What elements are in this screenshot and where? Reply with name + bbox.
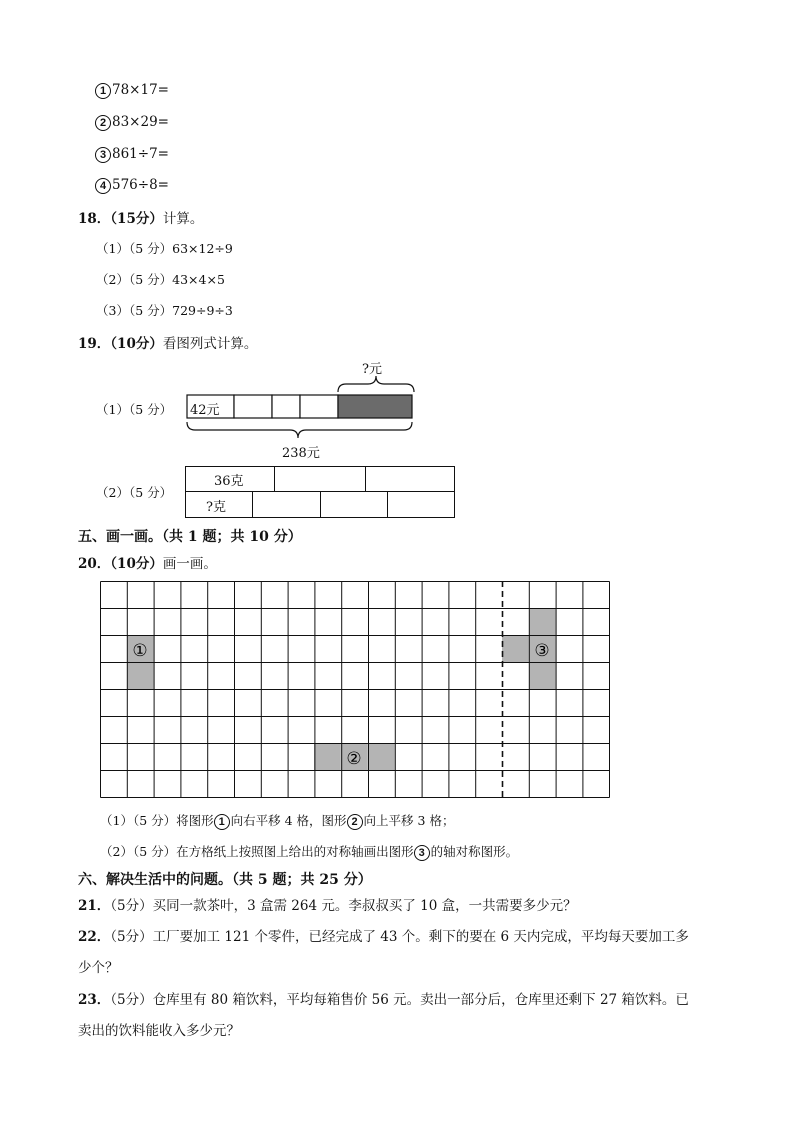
question-23 xyxy=(78,988,689,1008)
bottom-brace xyxy=(187,422,412,438)
question-21 xyxy=(78,894,577,914)
text: （1）（5 分）将图形 xyxy=(100,813,214,828)
top-brace xyxy=(338,376,414,392)
shape-1-cell xyxy=(127,663,154,690)
shape-3-cell xyxy=(529,663,556,690)
question-22-line2: 少个？ xyxy=(78,960,119,976)
q20-sub-2 xyxy=(100,842,518,861)
section-6-title: 六、解决生活中的问题。（共 5 题；共 25 分） xyxy=(78,872,372,888)
question-number: 22． xyxy=(78,929,111,945)
q19-part1-label: （1）（5 分） xyxy=(96,402,173,417)
question-number: 21． xyxy=(78,898,111,914)
item-1 xyxy=(95,82,169,99)
circle-number: 4 xyxy=(95,178,111,194)
q19-part2-bottom-label: ?克 xyxy=(206,500,226,515)
circle-number: 2 xyxy=(95,115,111,131)
expression: 78×17= xyxy=(112,82,169,98)
item-3 xyxy=(95,146,169,163)
shape-2-cell xyxy=(314,744,341,771)
circle-number: 1 xyxy=(214,814,230,830)
item-2 xyxy=(95,114,169,131)
question-19-header xyxy=(78,332,257,352)
sub-label: （2）（5 分） xyxy=(96,272,173,287)
question-20-header xyxy=(78,552,217,572)
shape-2-cell xyxy=(368,744,395,771)
section-5-title: 五、画一画。（共 1 题；共 10 分） xyxy=(78,529,302,545)
circle-number: 2 xyxy=(347,814,363,830)
question-score: （10分） xyxy=(110,336,163,352)
circle-number: 3 xyxy=(414,845,430,861)
question-text: （5分）买同一款茶叶，3 盒需 264 元。李叔叔买了 10 盒，一共需要多少元？ xyxy=(110,898,577,914)
question-text: （5分）工厂要加工 121 个零件，已经完成了 43 个。剩下的要在 6 天内完成，平均每天要加工多 xyxy=(110,929,689,945)
q18-item-1 xyxy=(96,239,233,257)
sub-label: （3）（5 分） xyxy=(96,303,173,318)
shape-2-label: ② xyxy=(346,749,362,769)
segment xyxy=(234,395,272,418)
q19-part2-label: （2）（5 分） xyxy=(96,485,173,500)
q19-part1-top-label: ?元 xyxy=(362,362,382,377)
shape-1-label: ① xyxy=(132,641,148,661)
shape-3-cell xyxy=(502,636,529,663)
q20-sub-1 xyxy=(100,811,454,830)
question-number: 18． xyxy=(78,211,111,227)
expression: 43×4×5 xyxy=(172,272,225,287)
question-text: 画一画。 xyxy=(162,556,217,572)
text: 向上平移 3 格； xyxy=(363,813,455,828)
circle-number: 3 xyxy=(95,147,111,163)
question-22 xyxy=(78,925,689,945)
q19-part2-top-label: 36克 xyxy=(214,474,244,489)
expression: 83×29= xyxy=(112,114,169,130)
question-number: 19． xyxy=(78,336,111,352)
text: 的轴对称图形。 xyxy=(430,844,519,859)
segment xyxy=(272,395,300,418)
shaded-segment xyxy=(338,395,412,418)
shape-3-cell xyxy=(529,609,556,636)
question-score: （15分） xyxy=(110,211,163,227)
segment xyxy=(300,395,338,418)
q18-item-3 xyxy=(96,301,233,319)
expression: 63×12÷9 xyxy=(172,241,233,256)
question-score: （10分） xyxy=(110,556,163,572)
question-text: 计算。 xyxy=(162,211,204,227)
item-4 xyxy=(95,177,169,194)
expression: 729÷9÷3 xyxy=(172,303,233,318)
top-bar-segment xyxy=(365,466,455,492)
question-number: 23． xyxy=(78,992,111,1008)
question-text: 看图列式计算。 xyxy=(162,336,258,352)
sub-label: （1）（5 分） xyxy=(96,241,173,256)
bottom-bar-segment xyxy=(320,491,388,518)
text: 向右平移 4 格，图形 xyxy=(230,813,347,828)
circle-number: 1 xyxy=(95,83,111,99)
expression: 861÷7= xyxy=(112,146,169,162)
bottom-bar-segment xyxy=(387,491,455,518)
question-23-line2: 卖出的饮料能收入多少元？ xyxy=(78,1023,240,1039)
shape-3-label: ③ xyxy=(534,641,550,661)
bottom-bar-segment xyxy=(252,491,321,518)
question-text: （5分）仓库里有 80 箱饮料，平均每箱售价 56 元。卖出一部分后，仓库里还剩下 27 箱饮料。已 xyxy=(110,992,689,1008)
question-18-header xyxy=(78,207,203,227)
grid-paper xyxy=(100,581,612,803)
question-number: 20． xyxy=(78,556,111,572)
q19-part1-bottom-label: 238元 xyxy=(282,446,320,461)
expression: 576÷8= xyxy=(112,177,169,193)
q19-part1-box-label: 42元 xyxy=(190,403,220,418)
text: （2）（5 分）在方格纸上按照图上给出的对称轴画出图形 xyxy=(100,844,414,859)
top-bar-segment xyxy=(274,466,366,492)
q18-item-2 xyxy=(96,270,225,288)
